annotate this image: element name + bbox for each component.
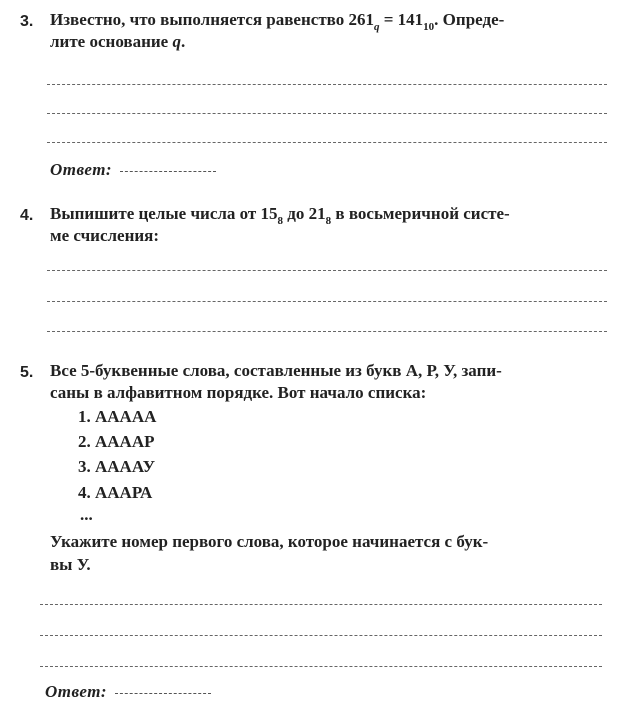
question-3-line-1 — [50, 10, 504, 33]
question-5-task-2: вы У. — [50, 555, 91, 574]
answer-line[interactable] — [47, 301, 607, 302]
question-3-text-1-end: . Опреде- — [434, 10, 505, 29]
answer-line[interactable] — [40, 635, 602, 636]
question-4-text-1a: Выпишите целые числа от 15 — [50, 204, 278, 223]
eq-mid: = 141 — [379, 10, 424, 29]
answer-line[interactable] — [47, 270, 607, 271]
question-3-number: 3. — [20, 13, 34, 30]
sub-8a: 8 — [277, 215, 284, 227]
list-item: 2. ААААР — [78, 432, 155, 451]
answer-line[interactable] — [40, 666, 602, 667]
question-4-line-1 — [50, 204, 510, 227]
answer-line[interactable] — [47, 113, 607, 114]
question-3-line-2 — [50, 32, 185, 52]
question-5-line-1: Все 5-буквенные слова, составленные из букв А, Р, У, запи- — [50, 361, 502, 380]
answer-line[interactable] — [40, 604, 602, 605]
question-5-answer — [45, 682, 211, 702]
sub-8b: 8 — [325, 215, 332, 227]
eq-261: 261 — [348, 10, 374, 29]
eq-sub-q: q — [373, 21, 380, 33]
question-3-text-2-end: . — [180, 32, 186, 51]
answer-line[interactable] — [47, 142, 607, 143]
answer-label: Ответ: — [50, 160, 113, 179]
question-4-text-1c: в восьмеричной систе- — [331, 204, 510, 223]
question-4-text-1b: до 21 — [283, 204, 326, 223]
list-ellipsis: ... — [80, 505, 93, 524]
answer-input[interactable] — [115, 693, 211, 694]
answer-line[interactable] — [47, 331, 607, 332]
question-3-answer — [50, 160, 216, 180]
list-item: 1. ААААА — [78, 407, 157, 426]
question-3-text-2: лите основание — [50, 32, 173, 51]
list-item: 4. АААРА — [78, 483, 153, 502]
answer-line[interactable] — [47, 84, 607, 85]
question-5-number: 5. — [20, 364, 34, 381]
list-item: 3. ААААУ — [78, 457, 156, 476]
question-5-task-1: Укажите номер первого слова, которое начинается с бук- — [50, 532, 489, 551]
question-4-number: 4. — [20, 207, 34, 224]
eq-sub-10: 10 — [423, 21, 435, 33]
var-q: q — [172, 32, 181, 51]
question-3-text-1: Известно, что выполняется равенство — [50, 10, 349, 29]
answer-label: Ответ: — [45, 682, 108, 701]
question-5-line-2: саны в алфавитном порядке. Вот начало списка: — [50, 383, 427, 402]
answer-input[interactable] — [120, 171, 216, 172]
question-4-line-2: ме счисления: — [50, 226, 160, 245]
